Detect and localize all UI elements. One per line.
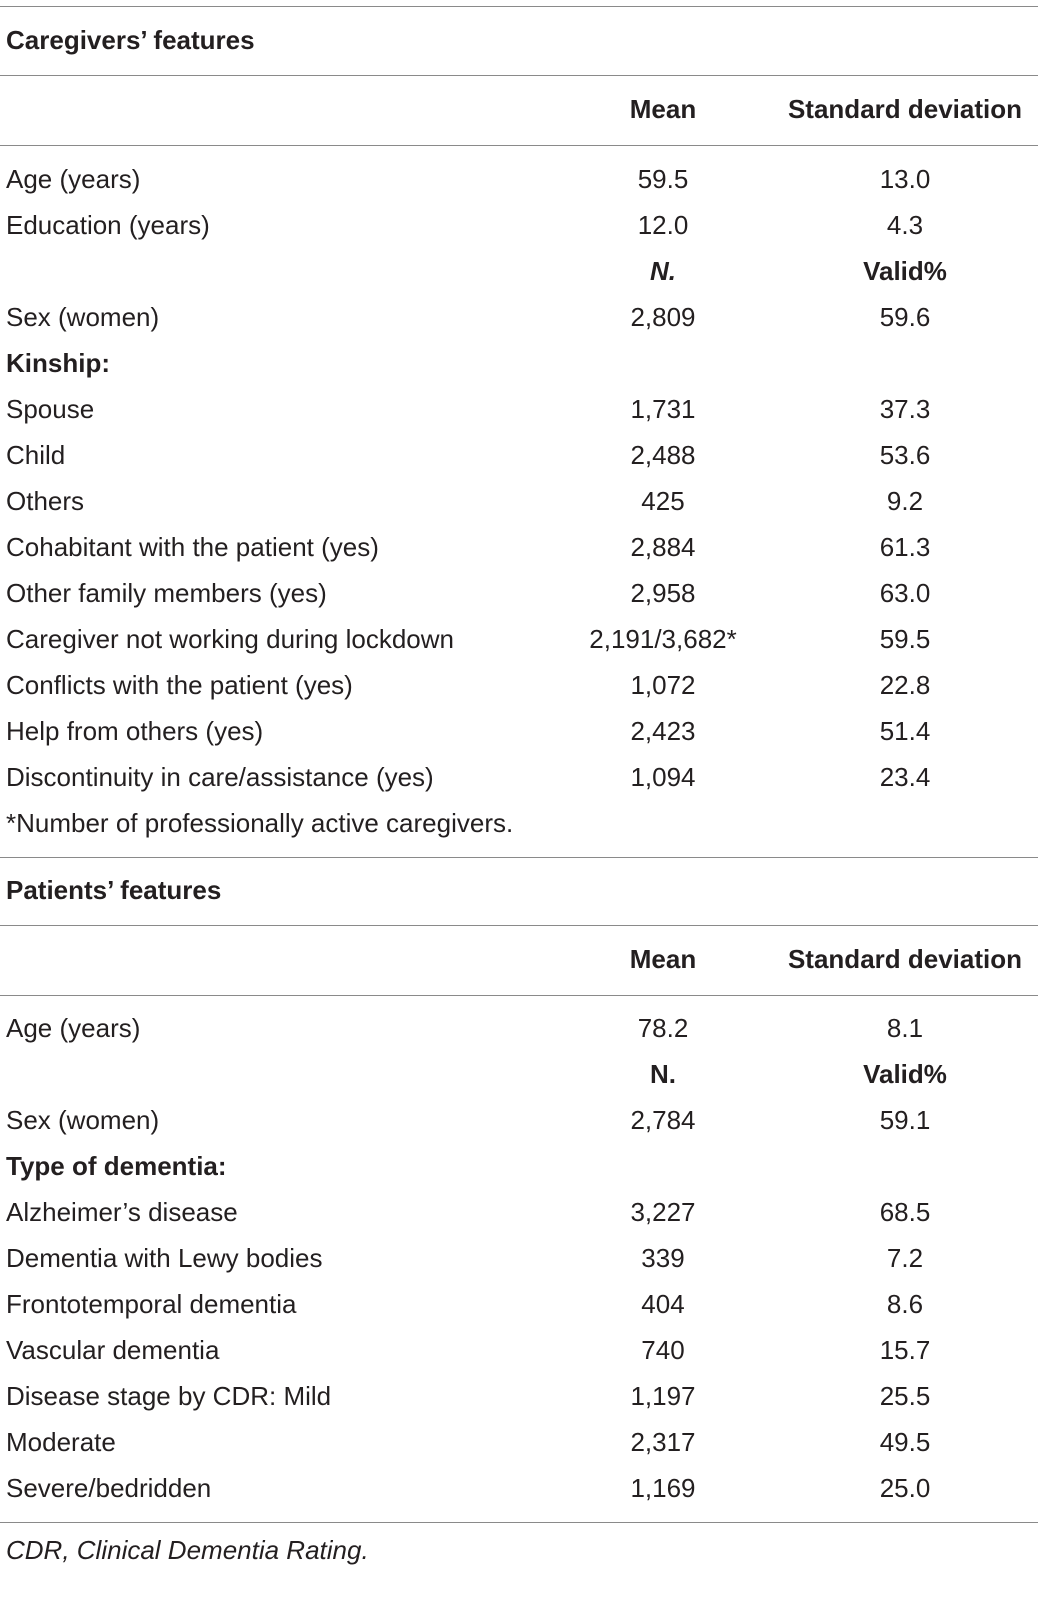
row-label: Conflicts with the patient (yes) (6, 670, 353, 700)
table-row (0, 754, 1040, 800)
table-row (0, 1235, 1040, 1281)
patients-subheader-n: N. (650, 1059, 676, 1089)
row-label: Help from others (yes) (6, 716, 264, 746)
row-label: Dementia with Lewy bodies (6, 1243, 323, 1273)
row-value-1: 740 (641, 1335, 685, 1365)
table-row (0, 662, 1040, 708)
row-value-1: 1,094 (630, 762, 696, 792)
row-value-2: 53.6 (879, 440, 931, 470)
row-value-1: 339 (641, 1243, 685, 1273)
row-value-1: 3,227 (630, 1197, 696, 1227)
table-row (0, 340, 1040, 386)
caregivers-header-mean: Mean (629, 94, 697, 124)
row-label: Education (years) (6, 210, 210, 240)
row-value-2: 8.6 (886, 1289, 924, 1319)
caregivers-subheader-valid: Valid% (863, 256, 947, 286)
caregivers-header-sd: Standard deviation (787, 94, 1023, 124)
row-value-2: 8.1 (886, 1013, 924, 1043)
table-row (0, 294, 1040, 340)
dementia-type-group-label: Type of dementia: (6, 1151, 227, 1181)
table-row (0, 1005, 1040, 1051)
row-label: Frontotemporal dementia (6, 1289, 297, 1319)
row-value-2: 23.4 (879, 762, 931, 792)
row-value-2: 63.0 (879, 578, 931, 608)
table-row (0, 478, 1040, 524)
row-value-1: 2,191/3,682* (589, 624, 737, 654)
row-value-1: 1,072 (630, 670, 696, 700)
row-value-2: 59.1 (879, 1105, 931, 1135)
row-label: Severe/bedridden (6, 1473, 212, 1503)
row-value-2: 59.6 (879, 302, 931, 332)
row-label: Sex (women) (6, 1105, 160, 1135)
row-label: Age (years) (6, 164, 141, 194)
row-value-2: 9.2 (886, 486, 924, 516)
bottom-rule (0, 1522, 1038, 1523)
row-value-1: 2,809 (630, 302, 696, 332)
row-value-1: 2,423 (630, 716, 696, 746)
caregivers-header-rule (0, 145, 1038, 146)
caregivers-header-row (0, 86, 1040, 132)
row-value-2: 68.5 (879, 1197, 931, 1227)
row-label: Moderate (6, 1427, 116, 1457)
patients-section-title: Patients’ features (6, 875, 222, 905)
table-row (0, 1189, 1040, 1235)
row-value-1: 2,784 (630, 1105, 696, 1135)
table-row (0, 1143, 1040, 1189)
table-row (0, 1327, 1040, 1373)
row-value-1: 12.0 (637, 210, 689, 240)
table-row (0, 708, 1040, 754)
row-value-1: 78.2 (637, 1013, 689, 1043)
row-label: Age (years) (6, 1013, 141, 1043)
row-label: Alzheimer’s disease (6, 1197, 238, 1227)
row-value-2: 4.3 (886, 210, 924, 240)
row-value-1: 425 (641, 486, 685, 516)
table-row (0, 524, 1040, 570)
patients-top-rule (0, 857, 1038, 858)
table-row (0, 616, 1040, 662)
row-label: Cohabitant with the patient (yes) (6, 532, 379, 562)
patients-subheader-valid: Valid% (863, 1059, 947, 1089)
row-value-2: 22.8 (879, 670, 931, 700)
table-footnote: CDR, Clinical Dementia Rating. (6, 1535, 369, 1565)
row-value-1: 1,169 (630, 1473, 696, 1503)
table-row (0, 570, 1040, 616)
top-rule (0, 6, 1038, 7)
caregivers-subheader-n: N. (650, 256, 676, 286)
table-row (0, 1281, 1040, 1327)
row-value-1: 2,488 (630, 440, 696, 470)
row-label: Disease stage by CDR: Mild (6, 1381, 332, 1411)
patients-subheader-row (0, 1051, 1040, 1097)
table-row (0, 156, 1040, 202)
row-label: Child (6, 440, 66, 470)
row-label: Other family members (yes) (6, 578, 327, 608)
patients-header-rule (0, 995, 1038, 996)
table-row (0, 432, 1040, 478)
table-row (0, 1373, 1040, 1419)
row-value-1: 1,197 (630, 1381, 696, 1411)
table-row (0, 202, 1040, 248)
row-value-1: 2,317 (630, 1427, 696, 1457)
row-value-1: 2,884 (630, 532, 696, 562)
row-value-2: 61.3 (879, 532, 931, 562)
row-value-2: 59.5 (879, 624, 931, 654)
row-value-2: 15.7 (879, 1335, 931, 1365)
row-value-2: 51.4 (879, 716, 931, 746)
row-value-1: 59.5 (637, 164, 689, 194)
table-row (0, 1419, 1040, 1465)
table-row (0, 1097, 1040, 1143)
row-value-1: 404 (641, 1289, 685, 1319)
row-value-1: 2,958 (630, 578, 696, 608)
table-row (0, 386, 1040, 432)
row-value-2: 25.0 (879, 1473, 931, 1503)
row-label: Caregiver not working during lockdown (6, 624, 455, 654)
row-value-2: 37.3 (879, 394, 931, 424)
patients-header-row (0, 936, 1040, 982)
patients-header-sd: Standard deviation (787, 944, 1023, 974)
caregivers-title-rule (0, 75, 1038, 76)
row-value-2: 25.5 (879, 1381, 931, 1411)
row-value-1: 1,731 (630, 394, 696, 424)
row-value-2: 49.5 (879, 1427, 931, 1457)
patients-header-mean: Mean (629, 944, 697, 974)
row-label: Others (6, 486, 85, 516)
table-row (0, 1465, 1040, 1511)
row-value-2: 7.2 (886, 1243, 924, 1273)
caregivers-section-title: Caregivers’ features (6, 25, 255, 55)
row-label: Spouse (6, 394, 95, 424)
caregivers-subheader-row (0, 248, 1040, 294)
row-label: Vascular dementia (6, 1335, 220, 1365)
patients-title-rule (0, 925, 1038, 926)
caregivers-footnote: *Number of professionally active caregivers. (6, 808, 514, 838)
kinship-group-label: Kinship: (6, 348, 110, 378)
row-value-2: 13.0 (879, 164, 931, 194)
row-label: Sex (women) (6, 302, 160, 332)
row-label: Discontinuity in care/assistance (yes) (6, 762, 434, 792)
